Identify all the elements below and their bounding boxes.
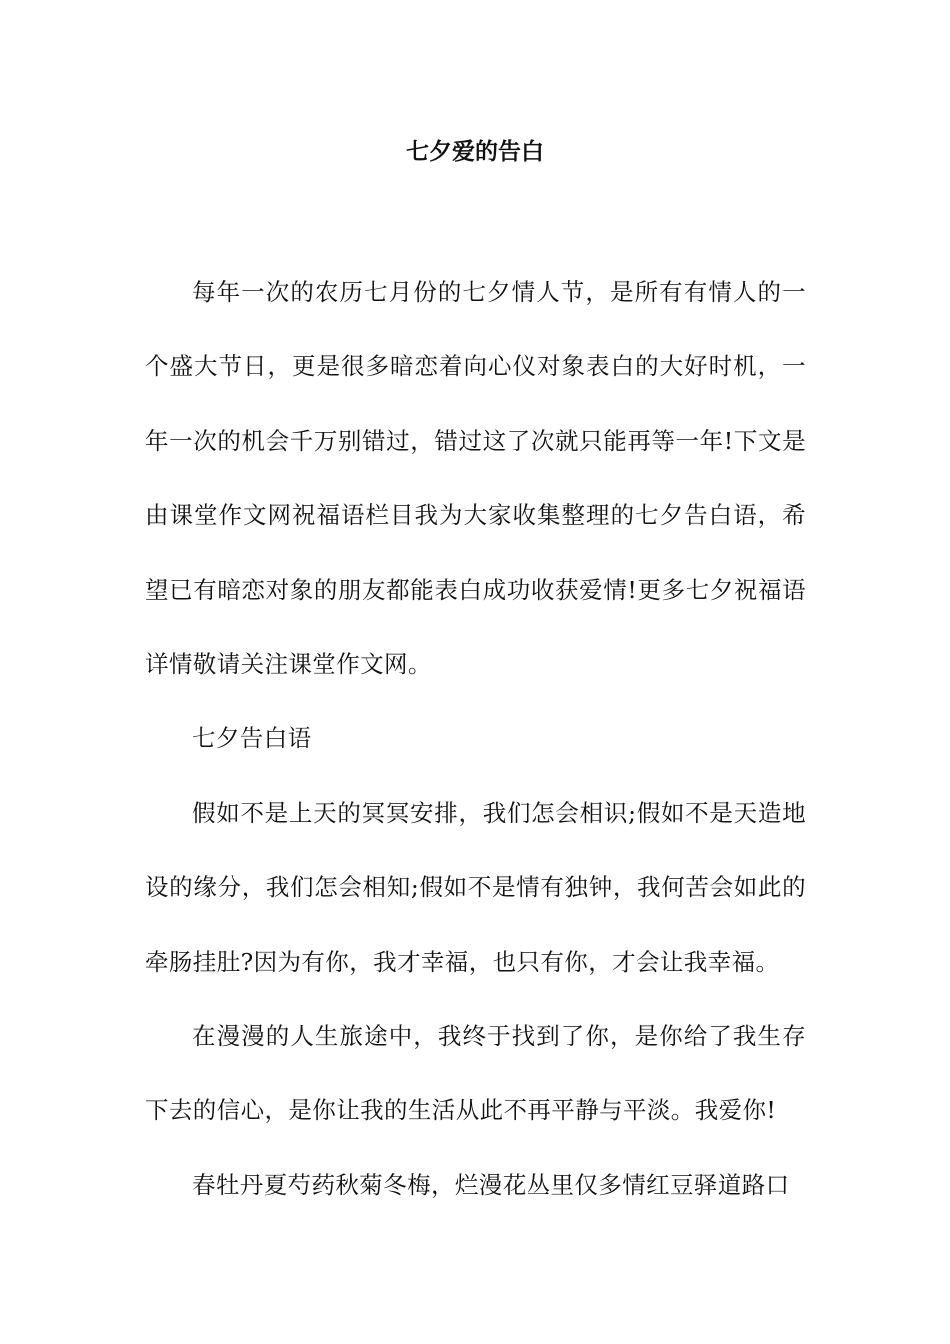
intro-paragraph: 每年一次的农历七月份的七夕情人节，是所有有情人的一个盛大节日，更是很多暗恋着向心仪对象表白的大好时机，一年一次的机会千万别错过，错过这了次就只能再等一年!下文是由课堂作文网祝福语栏目我为大家收集整理的七夕告白语，希望已有暗恋对象的朋友都能表白成功收获爱情!更多七夕祝福语详情敬请关注课堂作文网。: [145, 278, 806, 679]
confession-paragraph-3: 春牡丹夏芍药秋菊冬梅，烂漫花丛里仅多情红豆驿道路口: [192, 1170, 790, 1199]
confession-paragraph-2: 在漫漫的人生旅途中，我终于找到了你，是你给了我生存下去的信心，是你让我的生活从此不再平静与平淡。我爱你!: [145, 1022, 806, 1125]
document-title: 七夕爱的告白: [406, 138, 544, 165]
document-body: [145, 255, 806, 1222]
confession-paragraph-1: 假如不是上天的冥冥安排，我们怎会相识;假如不是天造地设的缘分，我们怎会相知;假如不是情有独钟，我何苦会如此的牵肠挂肚?因为有你，我才幸福，也只有你，才会让我幸福。: [145, 798, 806, 976]
section-heading: 七夕告白语: [192, 724, 312, 753]
